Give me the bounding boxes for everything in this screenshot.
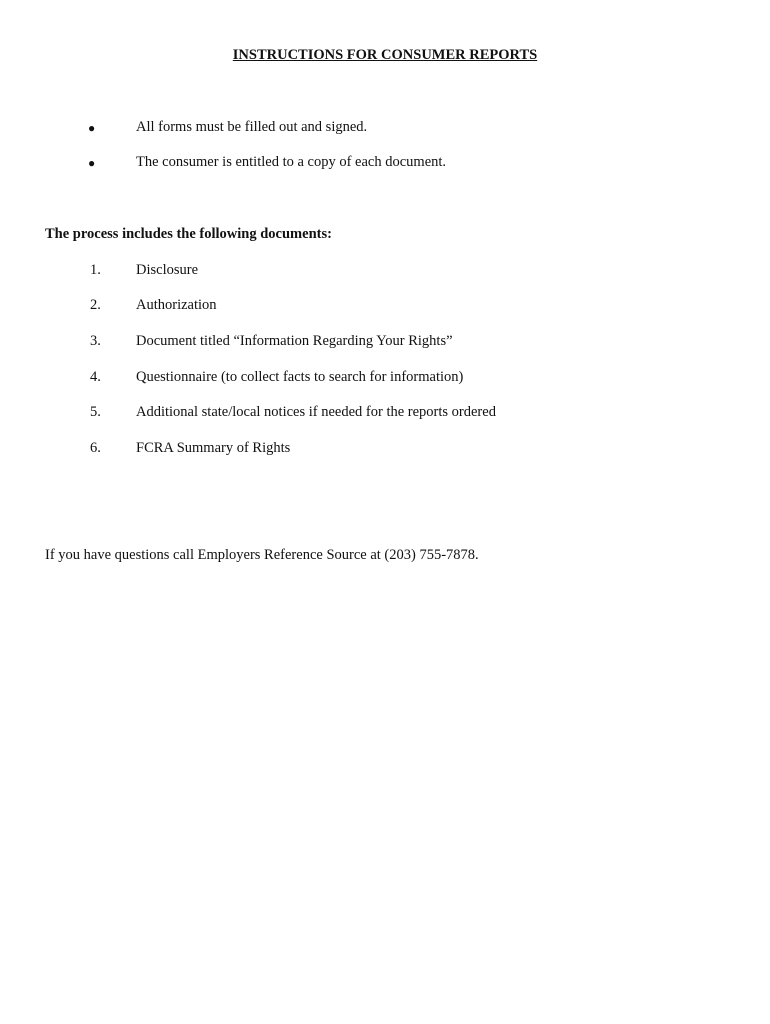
- list-number: 3.: [90, 333, 101, 349]
- list-item: [0, 369, 770, 389]
- list-number: 5.: [90, 404, 101, 420]
- list-item-text: Authorization: [136, 297, 217, 313]
- bullet-item: [0, 154, 770, 174]
- list-item: [0, 262, 770, 282]
- list-item: [0, 440, 770, 460]
- contact-note: If you have questions call Employers Reference Source at (203) 755-7878.: [45, 547, 479, 563]
- list-item-text: Additional state/local notices if needed for the reports ordered: [136, 404, 496, 420]
- list-item-text: Document titled “Information Regarding Your Rights”: [136, 333, 453, 349]
- bullet-text: The consumer is entitled to a copy of each document.: [136, 154, 447, 170]
- bullet-dot-icon: ●: [88, 156, 96, 170]
- list-number: 2.: [90, 297, 101, 313]
- document-title: INSTRUCTIONS FOR CONSUMER REPORTS: [232, 47, 538, 63]
- list-item-text: FCRA Summary of Rights: [136, 440, 291, 456]
- list-item: [0, 297, 770, 317]
- list-item: [0, 333, 770, 353]
- bullet-item: [0, 119, 770, 139]
- list-item: [0, 404, 770, 424]
- list-item-text: Questionnaire (to collect facts to search for information): [136, 369, 464, 385]
- bullet-dot-icon: ●: [88, 121, 96, 135]
- list-item-text: Disclosure: [136, 262, 199, 278]
- bullet-text: All forms must be filled out and signed.: [136, 119, 368, 135]
- section-heading: The process includes the following documents:: [45, 226, 332, 242]
- list-number: 4.: [90, 369, 101, 385]
- list-number: 6.: [90, 440, 101, 456]
- list-number: 1.: [90, 262, 101, 278]
